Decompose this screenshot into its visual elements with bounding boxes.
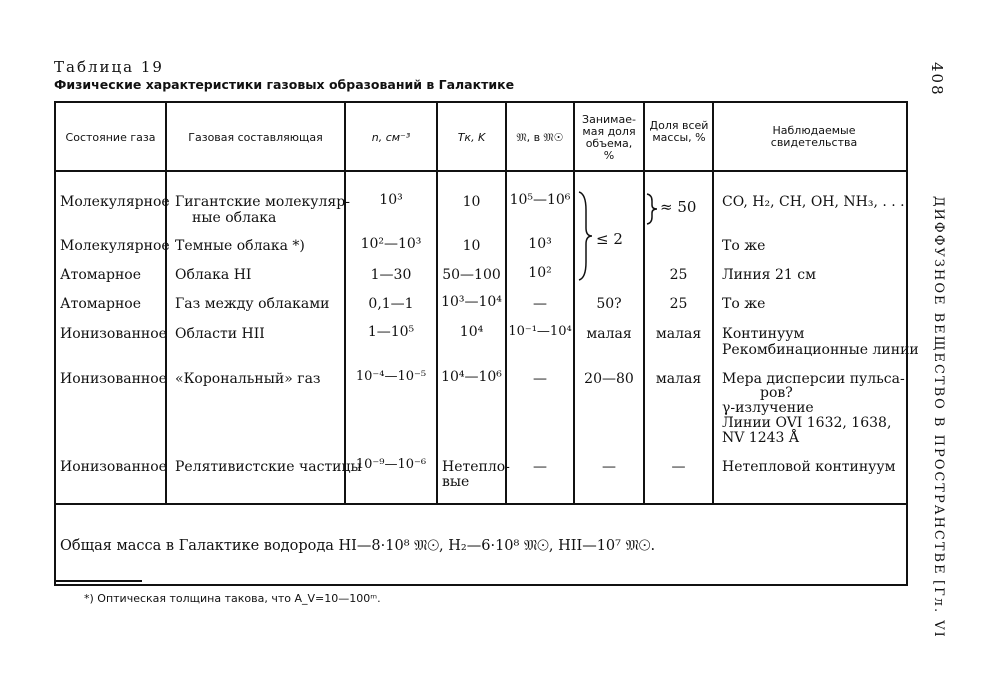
cell-share: малая	[655, 326, 702, 342]
table-left-border	[54, 101, 56, 586]
col-divider	[165, 101, 167, 504]
header-state: Состояние газа	[65, 131, 156, 144]
cell-mass: —	[533, 371, 547, 387]
footnote-rule	[56, 580, 142, 582]
cell-state: Молекулярное	[60, 194, 170, 210]
cell-mass: 10⁵—10⁶	[509, 192, 571, 208]
share-brace	[645, 192, 659, 226]
page-number: 408	[928, 62, 946, 97]
cell-state: Ионизованное	[60, 326, 167, 342]
cell-tk: 10⁴	[459, 324, 484, 340]
volume-brace-label: ≤ 2	[596, 230, 623, 248]
cell-state: Ионизованное	[60, 371, 167, 387]
cell-tk: 10³—10⁴	[441, 294, 502, 310]
cell-volume: 20—80	[584, 371, 634, 387]
cell-component: Газ между облаками	[175, 296, 330, 312]
cell-n: 10⁻⁹—10⁻⁶	[355, 457, 427, 472]
total-mass-note: Общая масса в Галактике водорода HI—8·10⁸ 𝔐☉, H₂—6·10⁸ 𝔐☉, HII—10⁷ 𝔐☉.	[60, 538, 656, 554]
table-title: Физические характеристики газовых образований в Галактике	[54, 77, 515, 92]
cell-component: Темные облака *)	[175, 238, 305, 254]
cell-n: 1—10⁵	[367, 324, 415, 340]
volume-brace	[576, 190, 596, 282]
share-brace-label: ≈ 50	[660, 198, 697, 216]
cell-tk: вые	[442, 474, 470, 490]
cell-share: 25	[669, 296, 688, 312]
cell-evidence: CO, H₂, CH, OH, NH₃, . . .	[722, 194, 905, 210]
table-bottom-rule	[54, 584, 908, 586]
cell-component: ные облака	[192, 210, 277, 226]
col-divider	[712, 101, 714, 504]
header-mass-share: Доля всей массы, %	[649, 119, 709, 144]
header-component: Газовая составляющая	[188, 131, 323, 144]
cell-mass: 10³	[528, 236, 552, 252]
cell-component: Релятивистские частицы	[175, 459, 362, 475]
cell-component: Области HII	[175, 326, 265, 342]
cell-mass: 10²	[528, 265, 552, 281]
cell-volume: 50?	[596, 296, 622, 312]
cell-n: 10⁻⁴—10⁻⁵	[355, 369, 427, 384]
cell-component: Облака HI	[175, 267, 252, 283]
cell-share: 25	[669, 267, 688, 283]
header-evidence: Наблюдаемые свидетельства	[770, 124, 858, 149]
cell-mass: 10⁻¹—10⁴	[508, 324, 572, 339]
cell-n: 10²—10³	[360, 236, 422, 252]
cell-state: Молекулярное	[60, 238, 170, 254]
table-top-rule	[54, 101, 908, 103]
cell-share: малая	[655, 371, 702, 387]
cell-evidence: То же	[722, 296, 766, 312]
cell-evidence: NV 1243 Å	[722, 430, 799, 446]
cell-tk: 10⁴—10⁶	[441, 369, 502, 385]
cell-n: 10³	[379, 192, 403, 208]
cell-tk: Нетепло-	[442, 459, 510, 475]
chapter-label: [Гл. VI	[931, 580, 946, 639]
cell-volume: малая	[586, 326, 632, 342]
table-number: Таблица 19	[54, 58, 164, 76]
header-rule	[54, 170, 908, 172]
cell-evidence: Линия 21 см	[722, 267, 816, 283]
cell-state: Атомарное	[60, 296, 142, 312]
cell-evidence: Нетепловой континуум	[722, 459, 896, 475]
cell-state: Атомарное	[60, 267, 142, 283]
header-tk: Tк, K	[457, 131, 486, 144]
header-volume: Занимае- мая доля объема, %	[582, 113, 636, 162]
cell-n: 1—30	[370, 267, 412, 283]
cell-mass: —	[533, 459, 547, 475]
cell-n: 0,1—1	[368, 296, 414, 312]
cell-state: Ионизованное	[60, 459, 167, 475]
cell-tk: 10	[462, 238, 481, 254]
cell-evidence: Рекомбинационные линии	[722, 342, 919, 358]
cell-tk: 10	[462, 194, 481, 210]
cell-evidence: Континуум	[722, 326, 805, 342]
running-title: ДИФФУЗНОЕ ВЕЩЕСТВО В ПРОСТРАНСТВЕ	[931, 196, 946, 576]
cell-evidence: γ-излучение	[722, 400, 814, 416]
body-bottom-rule	[54, 503, 908, 505]
cell-component: «Корональный» газ	[175, 371, 321, 387]
header-mass: 𝔐, в 𝔐☉	[516, 131, 564, 144]
cell-evidence: ров?	[760, 385, 793, 401]
cell-tk: 50—100	[442, 267, 501, 283]
cell-evidence: Мера дисперсии пульса-	[722, 371, 905, 387]
cell-mass: —	[533, 296, 547, 312]
cell-evidence: Линии OVI 1632, 1638,	[722, 415, 892, 431]
cell-volume: —	[602, 459, 616, 475]
cell-evidence: То же	[722, 238, 766, 254]
cell-component: Гигантские молекуляр-	[175, 194, 350, 210]
footnote: *) Оптическая толщина такова, что A_V=10—100ᵐ.	[84, 592, 381, 605]
header-n: n, см⁻³	[371, 131, 411, 144]
cell-share: —	[671, 459, 686, 475]
